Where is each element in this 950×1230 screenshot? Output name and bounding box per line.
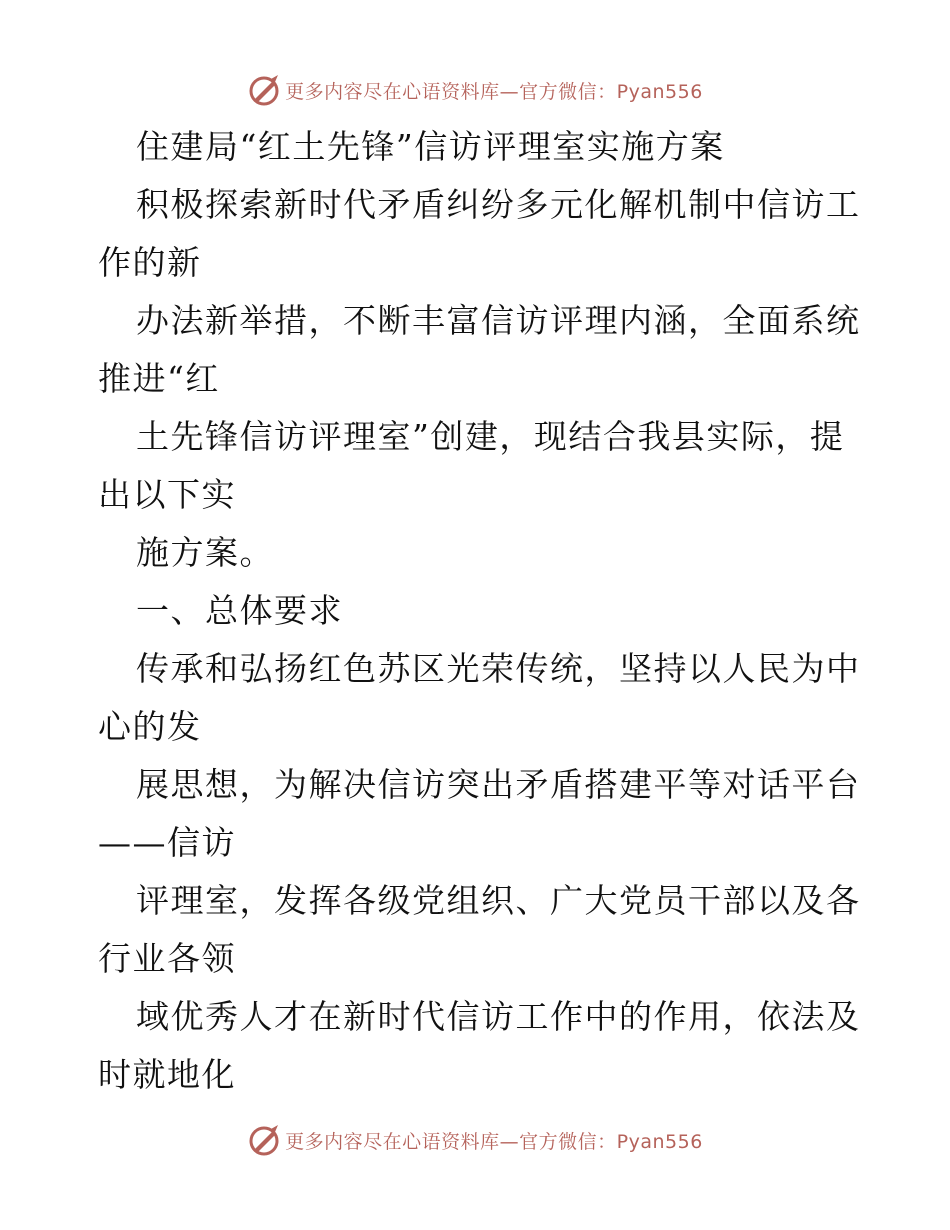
text-line: 施方案。 <box>136 533 274 572</box>
header-watermark <box>0 70 950 110</box>
text-line: 土先锋信访评理室”创建，现结合我县实际，提 <box>136 417 845 456</box>
watermark-text: 更多内容尽在心语资料库—官方微信：Pyan556 <box>285 1130 703 1153</box>
quill-logo-icon <box>247 73 281 107</box>
text-line: 出以下实 <box>98 475 236 514</box>
text-line: 办法新举措，不断丰富信访评理内涵，全面系统 <box>136 301 861 340</box>
text-line: 作的新 <box>98 243 202 282</box>
text-line: 积极探索新时代矛盾纠纷多元化解机制中信访工 <box>136 185 861 224</box>
text-line: 行业各领 <box>98 939 236 978</box>
footer-watermark <box>0 1120 950 1160</box>
text-line: 时就地化 <box>98 1055 236 1094</box>
quill-logo-icon <box>247 1123 281 1157</box>
text-line: 心的发 <box>98 707 202 746</box>
document-title: 住建局“红土先锋”信访评理室实施方案 <box>136 127 725 166</box>
text-line: 传承和弘扬红色苏区光荣传统，坚持以人民为中 <box>136 649 861 688</box>
text-line: 评理室，发挥各级党组织、广大党员干部以及各 <box>136 881 861 920</box>
text-line: 域优秀人才在新时代信访工作中的作用，依法及 <box>136 997 861 1036</box>
watermark-text: 更多内容尽在心语资料库—官方微信：Pyan556 <box>285 80 703 103</box>
text-line: 展思想，为解决信访突出矛盾搭建平等对话平台 <box>136 765 861 804</box>
text-line: ——信访 <box>98 823 236 862</box>
document-body <box>98 118 861 1104</box>
text-line: 推进“红 <box>98 359 220 398</box>
section-heading: 一、总体要求 <box>136 591 343 630</box>
